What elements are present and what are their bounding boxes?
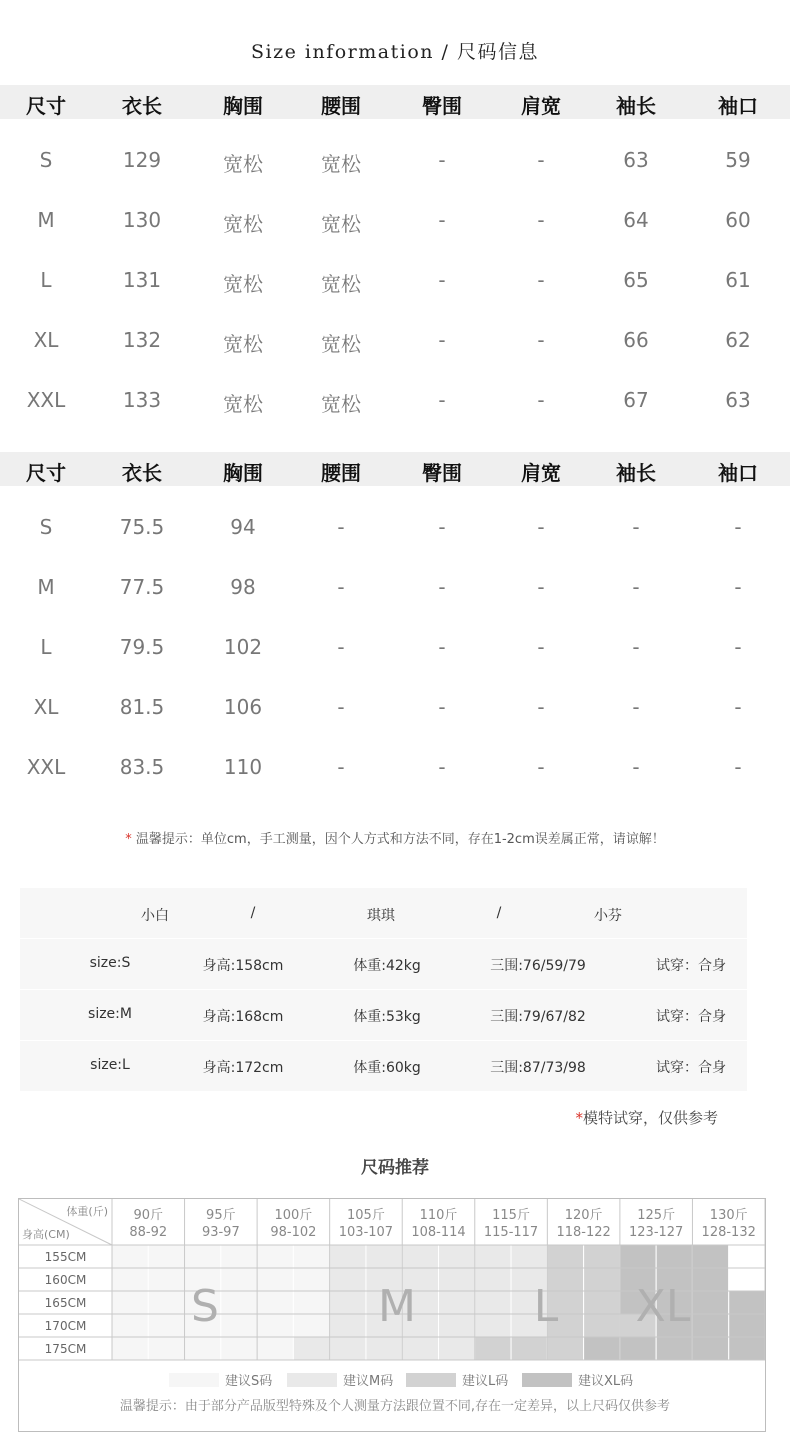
table-cell: - [537,635,545,659]
table-cell: - [537,575,545,599]
model-name: 小白 [141,908,169,924]
model-table [20,888,747,1091]
size-label: XXL [26,755,66,779]
grid-cell [293,1268,329,1291]
grid-cell [656,1245,692,1268]
note-star: * [575,1109,583,1127]
grid-cell [692,1291,728,1314]
grid-cell [439,1245,475,1268]
table-cell: 宽松 [223,212,263,236]
legend-swatch [169,1373,219,1387]
grid-cell [402,1245,438,1268]
model-cell: size:S [89,955,131,971]
table-header-row [0,452,790,486]
size-label: L [40,635,52,659]
size-letter-s: S [191,1281,219,1332]
grid-cell [112,1314,148,1337]
table-cell: 132 [122,328,162,352]
column-header: 袖长 [616,461,656,485]
separator: / [250,905,256,921]
grid-cell [547,1337,583,1360]
table-cell: 129 [122,148,162,172]
weight-range: 115-117 [483,1225,539,1240]
size-label: XL [33,695,59,719]
table-cell: - [632,635,640,659]
table-cell: - [337,575,345,599]
weight-range: 93-97 [201,1225,240,1240]
grid-cell [293,1337,329,1360]
grid-cell [185,1337,221,1360]
legend-label: 建议L码 [462,1374,509,1389]
legend-label: 建议XL码 [578,1374,634,1389]
table-cell: 106 [223,695,263,719]
grid-cell [620,1245,656,1268]
table-cell: 63 [623,148,649,172]
legend-swatch [522,1373,572,1387]
table-cell: - [438,695,446,719]
weight-header: 115斤 [492,1208,530,1223]
table-cell: - [632,515,640,539]
grid-cell [257,1268,293,1291]
table-cell: 宽松 [321,212,361,236]
table-cell: - [537,695,545,719]
grid-cell [257,1337,293,1360]
model-cell: 试穿：合身 [656,958,726,974]
grid-cell [584,1291,620,1314]
grid-cell [185,1245,221,1268]
grid-cell [656,1337,692,1360]
weight-range: 103-107 [338,1225,394,1240]
grid-cell [112,1268,148,1291]
grid-cell [257,1291,293,1314]
table-header-row [0,85,790,119]
table-cell: - [337,695,345,719]
model-name: 琪琪 [367,908,395,924]
size-label: M [37,575,55,599]
table-cell: 67 [623,388,649,412]
weight-header: 130斤 [709,1208,748,1223]
table-cell: - [537,388,545,412]
model-cell: 体重:42kg [353,958,421,974]
table-cell: - [337,755,345,779]
table-cell: 110 [223,755,263,779]
recommend-hint: 温馨提示：由于部分产品版型特殊及个人测量方法跟位置不同,存在一定差异，以上尺码仅供参考 [119,1399,671,1414]
model-cell: 身高:172cm [202,1060,284,1076]
model-cell: size:L [90,1057,130,1073]
table-cell: - [438,328,446,352]
model-cell: 三围:87/73/98 [490,1060,586,1076]
table-cell: - [537,208,545,232]
column-header: 尺寸 [26,94,66,118]
table-cell: - [537,268,545,292]
weight-header: 105斤 [347,1208,385,1223]
grid-cell [692,1245,728,1268]
grid-cell [221,1268,257,1291]
grid-cell [584,1314,620,1337]
legend-label: 建议M码 [343,1374,394,1389]
grid-cell [112,1245,148,1268]
grid-cell [293,1245,329,1268]
legend-swatch [406,1373,456,1387]
model-cell: 三围:76/59/79 [490,958,586,974]
note-star: * [125,832,132,847]
grid-cell [257,1245,293,1268]
corner-label-height: 身高(CM) [22,1228,70,1241]
size-letter-l: L [533,1281,559,1332]
grid-cell [475,1268,511,1291]
table-cell: - [537,515,545,539]
legend-label: 建议S码 [225,1374,273,1389]
grid-cell [729,1337,765,1360]
separator: / [496,905,502,921]
grid-cell [729,1268,765,1291]
table-cell: - [537,755,545,779]
grid-cell [439,1268,475,1291]
table-cell: - [438,755,446,779]
table-cell: 133 [122,388,162,412]
grid-cell [729,1291,765,1314]
grid-cell [439,1291,475,1314]
height-label: 155CM [44,1250,87,1264]
model-row [20,938,747,989]
column-header: 衣长 [122,94,162,118]
height-label: 170CM [44,1319,87,1333]
table-cell: - [438,208,446,232]
model-name: 小芬 [594,908,622,924]
grid-cell [221,1291,257,1314]
grid-cell [511,1337,547,1360]
model-cell: 身高:158cm [202,958,284,974]
weight-range: 88-92 [129,1225,168,1240]
column-header: 腰围 [321,94,361,118]
grid-cell [148,1245,184,1268]
table-cell: 98 [230,575,256,599]
grid-cell [112,1337,148,1360]
table-cell: - [438,635,446,659]
size-label: XXL [26,388,66,412]
model-cell: 体重:53kg [353,1009,421,1025]
grid-cell [692,1337,728,1360]
table-cell: - [632,575,640,599]
size-label: S [39,515,53,539]
table-cell: 宽松 [223,272,263,296]
grid-cell [148,1291,184,1314]
measure-note [0,828,790,847]
grid-cell [729,1314,765,1337]
size-label: XL [33,328,59,352]
table-cell: - [438,575,446,599]
weight-range: 123-127 [629,1225,684,1240]
grid-cell [584,1245,620,1268]
weight-header: 125斤 [637,1208,676,1223]
table-cell: - [734,635,742,659]
table-cell: 60 [725,208,751,232]
weight-range: 128-132 [701,1225,756,1240]
corner-label-weight: 体重(斤) [66,1205,108,1218]
model-cell: 试穿：合身 [656,1009,726,1025]
table-cell: - [337,515,345,539]
table-cell: - [734,755,742,779]
grid-cell [293,1314,329,1337]
size-label: L [40,268,52,292]
table-cell: 65 [623,268,649,292]
weight-header: 90斤 [133,1208,164,1223]
table-cell: 79.5 [119,635,165,659]
weight-header: 110斤 [419,1208,458,1223]
table-cell: - [537,148,545,172]
model-note [575,1107,718,1128]
table-cell: - [438,148,446,172]
model-cell: size:M [88,1006,132,1022]
table-cell: 宽松 [321,152,361,176]
grid-cell [692,1314,728,1337]
table-cell: 宽松 [321,332,361,356]
column-header: 尺寸 [26,461,66,485]
table-cell: - [734,695,742,719]
grid-cell [148,1268,184,1291]
table-cell: 宽松 [223,152,263,176]
table-cell: 77.5 [119,575,165,599]
grid-cell [330,1245,366,1268]
size-label: M [37,208,55,232]
table-cell: 宽松 [223,392,263,416]
table-cell: 66 [623,328,649,352]
grid-cell [584,1337,620,1360]
recommend-title: 尺码推荐 [361,1158,429,1178]
column-header: 腰围 [321,461,361,485]
model-cell: 试穿：合身 [656,1060,726,1076]
page-title: Size information / 尺码信息 [251,41,539,63]
column-header: 臀围 [422,94,462,118]
grid-cell [221,1245,257,1268]
legend-swatch [287,1373,337,1387]
size-letter-xl: XL [635,1281,691,1332]
table-cell: - [537,328,545,352]
table-cell: 64 [623,208,649,232]
grid-cell [439,1337,475,1360]
grid-cell [620,1337,656,1360]
grid-cell [366,1337,402,1360]
table-cell: 63 [725,388,751,412]
table-cell: - [734,575,742,599]
column-header: 袖口 [718,94,758,118]
table-cell: 62 [725,328,751,352]
grid-cell [293,1291,329,1314]
grid-cell [547,1245,583,1268]
grid-cell [475,1314,511,1337]
model-cell: 身高:168cm [202,1009,284,1025]
table-cell: 宽松 [321,272,361,296]
column-header: 肩宽 [521,94,561,118]
grid-cell [330,1314,366,1337]
model-row [20,989,747,1040]
table-cell: 宽松 [321,392,361,416]
size-letter-m: M [378,1281,416,1332]
column-header: 胸围 [223,461,263,485]
height-label: 175CM [44,1342,87,1356]
weight-header: 95斤 [206,1208,236,1223]
grid-cell [729,1245,765,1268]
table-cell: 59 [725,148,751,172]
grid-cell [330,1268,366,1291]
note-text: 温馨提示：单位cm，手工测量，因个人方式和方法不同，存在1-2cm误差属正常，请谅解！ [131,832,665,847]
grid-cell [221,1337,257,1360]
table-cell: 81.5 [119,695,165,719]
column-header: 袖长 [616,94,656,118]
table-cell: 61 [725,268,751,292]
grid-cell [148,1337,184,1360]
model-names-row [20,888,747,938]
grid-cell [475,1291,511,1314]
grid-cell [366,1245,402,1268]
weight-range: 98-102 [270,1225,317,1240]
weight-header: 100斤 [274,1208,313,1223]
grid-cell [221,1314,257,1337]
table-cell: 宽松 [223,332,263,356]
table-cell: 83.5 [119,755,165,779]
table-cell: - [438,268,446,292]
grid-cell [257,1314,293,1337]
grid-cell [692,1268,728,1291]
table-cell: 94 [230,515,256,539]
grid-cell [330,1337,366,1360]
grid-cell [330,1291,366,1314]
table-cell: - [734,515,742,539]
table-cell: - [632,695,640,719]
table-cell: 75.5 [119,515,165,539]
weight-header: 120斤 [564,1208,603,1223]
column-header: 臀围 [422,461,462,485]
grid-cell [439,1314,475,1337]
table-cell: - [438,515,446,539]
model-cell: 体重:60kg [353,1060,421,1076]
column-header: 衣长 [122,461,162,485]
height-label: 160CM [44,1273,87,1287]
grid-cell [148,1314,184,1337]
grid-cell [475,1245,511,1268]
size-label: S [39,148,53,172]
column-header: 袖口 [718,461,758,485]
model-cell: 三围:79/67/82 [490,1009,586,1025]
grid-cell [112,1291,148,1314]
model-row [20,1040,747,1091]
height-label: 165CM [44,1296,87,1310]
table-cell: - [438,388,446,412]
table-cell: 131 [122,268,162,292]
column-header: 胸围 [223,94,263,118]
column-header: 肩宽 [521,461,561,485]
weight-range: 108-114 [411,1225,466,1240]
table-cell: - [337,635,345,659]
grid-cell [402,1337,438,1360]
table-cell: 102 [223,635,263,659]
grid-cell [584,1268,620,1291]
table-cell: 130 [122,208,162,232]
weight-range: 118-122 [556,1225,611,1240]
grid-cell [475,1337,511,1360]
grid-cell [511,1245,547,1268]
model-note-text: 模特试穿，仅供参考 [582,1109,718,1127]
table-cell: - [632,755,640,779]
